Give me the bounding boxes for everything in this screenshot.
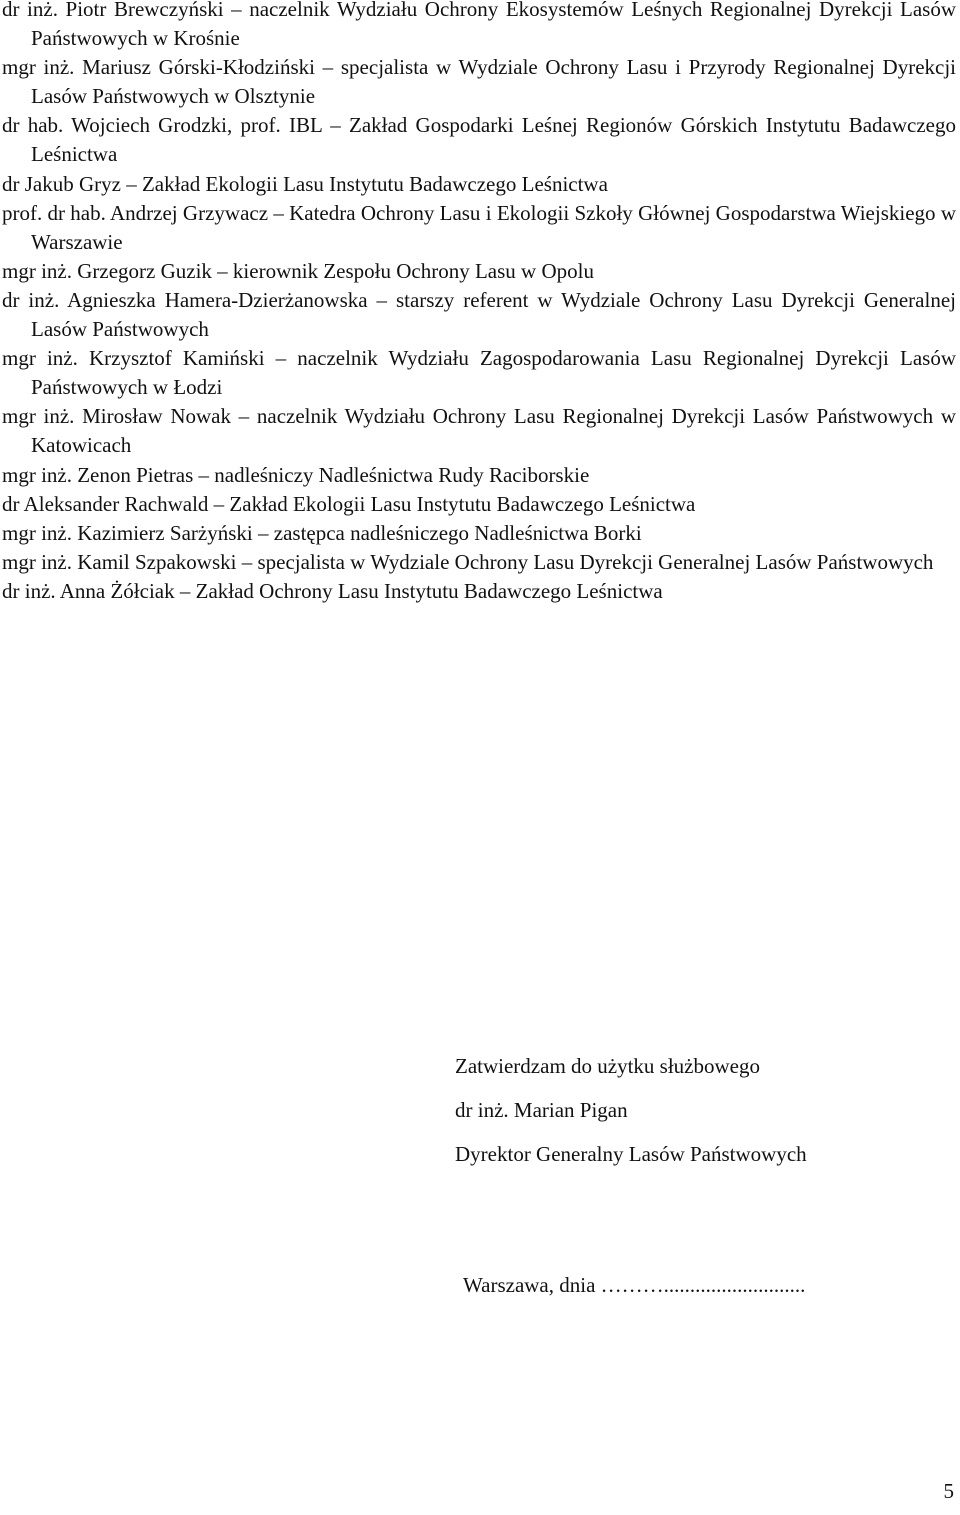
- author-entry: mgr inż. Kamil Szpakowski – specjalista w Wydziale Ochrony Lasu Dyrekcji Generalnej Lasów Państwowych: [2, 549, 934, 574]
- author-entry: dr Aleksander Rachwald – Zakład Ekologii Lasu Instytutu Badawczego Leśnictwa: [2, 491, 696, 516]
- author-entry: dr inż. Piotr Brewczyński – naczelnik Wydziału Ochrony Ekosystemów Leśnych Regionalnej Dyrekcji Lasów Państwowych w Krośnie: [2, 0, 956, 51]
- author-entry: dr inż. Agnieszka Hamera-Dzierżanowska – starszy referent w Wydziale Ochrony Lasu Dyrekcji Generalnej Lasów Państwowych: [2, 287, 956, 342]
- author-entry: mgr inż. Mariusz Górski-Kłodziński – specjalista w Wydziale Ochrony Lasu i Przyrody Regionalnej Dyrekcji Lasów Państwowych w Olsztynie: [2, 55, 956, 109]
- author-entry: dr inż. Anna Żółciak – Zakład Ochrony Lasu Instytutu Badawczego Leśnictwa: [2, 578, 663, 603]
- author-entry: dr hab. Wojciech Grodzki, prof. IBL – Zakład Gospodarki Leśnej Regionów Górskich Instytutu Badawczego Leśnictwa: [2, 113, 956, 167]
- author-list: [2, 0, 956, 606]
- author-entry: mgr inż. Zenon Pietras – nadleśniczy Nadleśnictwa Rudy Raciborskie: [2, 462, 590, 487]
- author-entry: mgr inż. Grzegorz Guzik – kierownik Zespołu Ochrony Lasu w Opolu: [2, 258, 594, 283]
- author-entry: dr Jakub Gryz – Zakład Ekologii Lasu Instytutu Badawczego Leśnictwa: [2, 171, 608, 196]
- approval-block: [455, 1052, 955, 1169]
- author-entry: mgr inż. Krzysztof Kamiński – naczelnik Wydziału Zagospodarowania Lasu Regionalnej Dyrekcji Lasów Państwowych w Łodzi: [2, 346, 956, 400]
- approval-statement: Zatwierdzam do użytku służbowego: [455, 1054, 760, 1078]
- author-entry: prof. dr hab. Andrzej Grzywacz – Katedra Ochrony Lasu i Ekologii Szkoły Głównej Gospodarstwa Wiejskiego w Warszawie: [2, 200, 956, 254]
- approver-name: dr inż. Marian Pigan: [455, 1098, 628, 1122]
- approver-position: Dyrektor Generalny Lasów Państwowych: [455, 1142, 807, 1166]
- place-date-line: Warszawa, dnia ………...........................: [463, 1273, 806, 1297]
- author-entry: mgr inż. Mirosław Nowak – naczelnik Wydziału Ochrony Lasu Regionalnej Dyrekcji Lasów Państwowych w Katowicach: [2, 404, 956, 458]
- page-number: 5: [943, 1479, 954, 1503]
- author-entry: mgr inż. Kazimierz Sarżyński – zastępca nadleśniczego Nadleśnictwa Borki: [2, 520, 642, 545]
